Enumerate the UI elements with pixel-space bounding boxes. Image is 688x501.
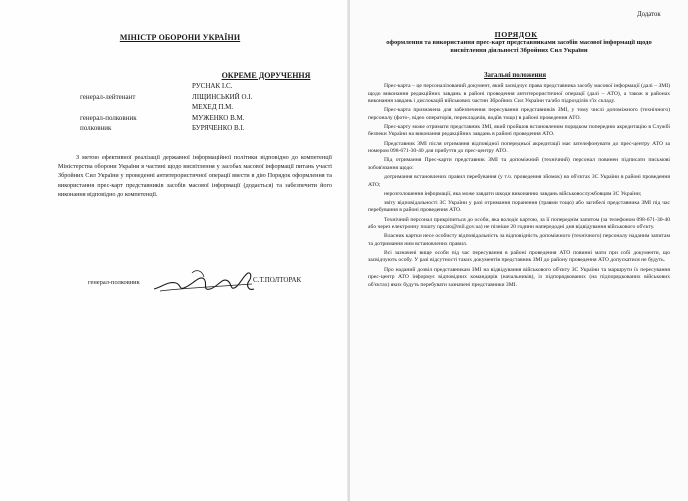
addressee-rank: генерал-лейтенант — [80, 92, 136, 101]
procedure-body — [368, 83, 670, 291]
addressee-row — [70, 81, 340, 92]
addressee-list — [70, 81, 340, 134]
addressee-rank — [70, 102, 192, 113]
body-paragraph: Технічний персонал прикріпиться до особи, яка володіє картою, за її попереднім запитом (за телефоном 098-671-30-40 або через електронну пошту npcato@mil.gov.ua) не пізніше 20 години напередодні дня відвідування військового об'єкту. — [368, 216, 670, 231]
directive-paragraph: З метою ефективної реалізації державної інформаційної політики відповідно до компетенції Міністерства оборони України в частині щодо висвітлення у засобах масової інформації питань участі Збройних Сил України у проведенні антитерористичної операції ввести в дію Порядок оформлення та використання прес-карт представників засобів масової інформації (додається) та забезпечити його виконання відповідно до компетенції. — [58, 154, 332, 198]
ministry-header: МІНІСТР ОБОРОНИ УКРАЇНИ — [119, 33, 241, 42]
signatory-name: С.Т.ПОЛТОРАК — [253, 276, 302, 284]
addressee-row — [70, 102, 340, 113]
procedure-title: ПОРЯДОК — [494, 30, 538, 39]
section-heading: Загальні положення — [483, 72, 547, 79]
signatory-rank: генерал-полковник — [88, 279, 140, 286]
procedure-page — [350, 0, 688, 501]
order-heading: ОКРЕМЕ ДОРУЧЕННЯ — [221, 71, 311, 80]
addressee-row — [70, 113, 340, 124]
body-paragraph: дотримання встановлених правил перебування (у т.ч. проведення зйомок) на об'єктах ЗС України в районі проведення АТО; — [368, 173, 670, 188]
body-paragraph: Прес-карта призначена для забезпечення пересування представників ЗМІ, у тому числі допоміжного (технічного) персоналу (фото-, відео операторів, перекладачів, водіїв тощо) в районі проведення АТО. — [368, 107, 670, 121]
addressee-name: БУРЯЧЕНКО В.І. — [192, 124, 245, 133]
addressee-row — [70, 123, 340, 134]
directive-text — [58, 153, 332, 199]
body-paragraph: нерозголошення інформації, яка може завдати шкоди виконанню завдань військовослужбовцям ЗС України; — [384, 190, 642, 197]
procedure-subtitle: оформлення та використання прес-карт представниками засобів масової інформації щодо висвітлення діяльності Збройних Сил України — [386, 39, 652, 55]
body-paragraph: Представник ЗМІ після отримання відповідної попередньої акредитації має зателефонувати до прес-центру АТО за номером 098-671-30-40 для прибуття до прес-центру АТО. — [368, 140, 670, 155]
body-paragraph: Всі зазначені вище особи під час пересування в районі проведення АТО повинні мати при собі документи, що засвідчують особу. У разі відсутності таких документів представник ЗМІ до району проведення АТО допускатися не будуть. — [368, 249, 670, 264]
body-paragraph: Прес-карта – це персоналізований документ, який засвідчує права представника засобу масової інформації (далі – ЗМІ) щодо виконання редакційних завдань в районі проведення антитерористичної операції (далі – АТО), а також в районах виконання завдань і дислокацій військових частин Збройних Сил України та/або підрозділів з'їх складу. — [368, 83, 670, 105]
annex-label: Додаток — [637, 11, 661, 18]
signature-block — [70, 267, 340, 297]
body-paragraph: Прес-карту може отримати представник ЗМІ, який пройшов встановленим порядком попередню акредитацію в Службі безпеки України на виконання редакційних завдань в районі проведення АТО. — [368, 123, 670, 138]
body-paragraph: звіту відповідальності ЗС України у разі отримання поранення (травми тощо) або загибелі представника ЗМІ під час перебування в районі проведення АТО. — [368, 199, 670, 214]
addressee-row — [70, 92, 340, 103]
addressee-name: МУЖЕНКО В.М. — [192, 113, 245, 122]
addressee-name: МЕХЕД П.М. — [192, 103, 234, 112]
addressee-rank: генерал-полковник — [80, 113, 137, 122]
addressee-rank — [70, 81, 192, 92]
body-paragraph: Про наданий дозвіл представникам ЗМІ на відвідування військового об'єкту ЗС України та маршрути їх пересування прес-центр АТО інформує відповідних командирів (начальників), із підпорядкованих (на підпорядкованих військових об'єктах) яких будуть перебувати зазначені представники ЗМІ. — [368, 266, 670, 288]
body-paragraph: Власник картки несе особисту відповідальність за відповідність допоміжного (технічного) персоналу наданим запитам та дотримання ним встановлених правил. — [368, 233, 670, 247]
handwritten-signature — [152, 267, 256, 297]
addressee-name: ЛІЩИНСЬКИЙ О.І. — [192, 92, 253, 101]
body-paragraph: Під отримання Прес-карти представник ЗМІ та допоміжний (технічний) персонал повинен підписати письмові зобов'язання щодо: — [368, 157, 670, 171]
addressee-name: РУСНАК І.С. — [192, 82, 233, 90]
addressee-rank: полковник — [80, 124, 112, 133]
